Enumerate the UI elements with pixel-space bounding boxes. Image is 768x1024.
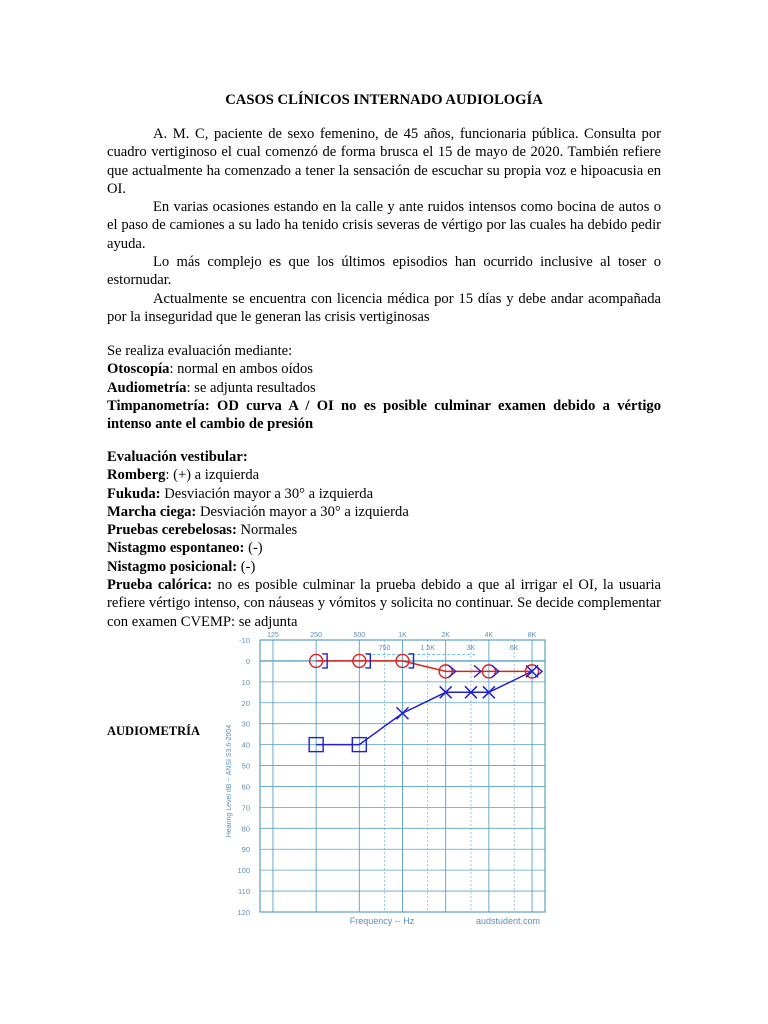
x-tick-label: 2K (441, 632, 450, 639)
nistagmo-posicional-line: Nistagmo posicional: (-) (107, 558, 256, 575)
x-mid-tick-label: 1.5K (420, 645, 435, 652)
oi-air-point (465, 686, 477, 698)
audiogram-label: AUDIOMETRÍA (107, 724, 201, 738)
x-tick-label: 1K (398, 632, 407, 639)
y-tick-label: 10 (241, 677, 250, 687)
paragraph-3: Lo más complejo es que los últimos episodios han ocurrido inclusive al toser o estornudar. (107, 254, 661, 289)
x-tick-label: 500 (353, 632, 366, 639)
x-tick-label: 8K (527, 632, 537, 639)
od-air-point (526, 665, 539, 678)
audiometria-line: Audiometría: se adjunta resultados (107, 379, 316, 396)
plot-frame (260, 640, 545, 912)
y-tick-label: 60 (241, 782, 250, 792)
y-tick-label: -10 (239, 636, 250, 645)
vestibular-section (107, 448, 661, 631)
timpanometria-line: Timpanometría: OD curva A / OI no es posible culminar examen debido a vértigo intenso ante el cambio de presión (107, 397, 661, 433)
od-masked-bone-point (474, 665, 481, 677)
calorica-line: Prueba calórica: no es posible culminar la prueba debido a que al irrigar el OI, la usuaria refiere vértigo intenso, con náuseas y vómitos y solicita no continuar. Se decide complementar con examen CVEMP: se adjunta (107, 577, 661, 630)
paragraph-4: Actualmente se encuentra con licencia médica por 15 días y debe andar acompañada por la inseguridad que le generan las crisis vertiginosas (107, 290, 661, 325)
od-bone-point (365, 654, 370, 668)
oi-air-line (316, 671, 532, 744)
x-tick-label: 4K (484, 632, 494, 639)
paragraph-2: En varias ocasiones estando en la calle y ante ruidos intensos como bocina de autos o el paso de camiones a su lado ha tenido crisis severas de vértigo por las cuales ha debido pedir ayuda. (107, 199, 661, 252)
y-tick-label: 0 (245, 656, 250, 666)
audiogram-grid (237, 632, 545, 917)
audiogram-marks (309, 654, 542, 752)
x-axis-label: Frequency -- Hz (349, 916, 415, 926)
y-tick-label: 100 (237, 866, 250, 876)
oi-masked-air-point (309, 738, 323, 752)
watermark-text: audstudent.com (475, 916, 541, 926)
x-tick-label: 125 (267, 632, 279, 639)
marcha-line: Marcha ciega: Desviación mayor a 30° a izquierda (107, 503, 409, 520)
fukuda-line: Fukuda: Desviación mayor a 30° a izquierda (107, 485, 374, 502)
paragraph-1: A. M. C, paciente de sexo femenino, de 45 años, funcionaria pública. Consulta por cuadro vertiginoso el cual comenzó de forma brusca el 15 de mayo de 2020. También refiere que actualmente ha comenzado a tener la sensación de escuchar su propia voz e hipoacusia en OI. (107, 126, 661, 197)
evaluation-section (107, 342, 661, 433)
od-air-point (396, 654, 409, 667)
x-mid-tick-label: 3K (466, 645, 476, 652)
oi-masked-air-point (352, 738, 366, 752)
od-air-point (353, 654, 366, 667)
od-masked-bone-point (449, 665, 456, 677)
y-axis-label: Hearing Level dB -- ANSI S3.6-2004 (226, 724, 233, 838)
x-mid-tick-label: 6K (509, 645, 519, 652)
y-tick-label: 70 (241, 803, 250, 813)
evaluation-intro: Se realiza evaluación mediante: (107, 343, 293, 359)
y-tick-label: 80 (241, 824, 250, 834)
y-tick-label: 30 (241, 719, 250, 729)
vestibular-heading: Evaluación vestibular: (107, 449, 248, 465)
y-tick-label: 20 (241, 698, 250, 708)
oi-air-point (526, 665, 538, 677)
oi-air-point (397, 707, 409, 719)
otoscopia-line: Otoscopía: normal en ambos oídos (107, 361, 313, 378)
od-air-point (482, 665, 495, 678)
od-masked-bone-point (535, 665, 542, 677)
y-tick-label: 90 (241, 845, 250, 855)
od-bone-point (322, 654, 327, 668)
x-tick-label: 250 (310, 632, 322, 639)
x-mid-tick-label: 750 (378, 645, 391, 652)
od-air-point (439, 665, 452, 678)
nistagmo-espontaneo-line: Nistagmo espontaneo: (-) (107, 540, 263, 557)
y-tick-label: 120 (237, 908, 250, 917)
oi-air-point (483, 686, 495, 698)
od-masked-bone-point (492, 665, 499, 677)
od-bone-point (409, 654, 414, 668)
y-tick-label: 50 (241, 761, 250, 771)
y-tick-label: 40 (241, 740, 250, 750)
romberg-line: Romberg: (+) a izquierda (107, 467, 260, 484)
oi-air-point (440, 686, 452, 698)
case-narrative (107, 125, 661, 326)
document-title: CASOS CLÍNICOS INTERNADO AUDIOLOGÍA (225, 92, 543, 108)
od-air-line (316, 661, 532, 671)
cerebelosas-line: Pruebas cerebelosas: Normales (107, 522, 298, 539)
y-tick-label: 110 (238, 887, 250, 897)
od-air-point (310, 654, 323, 667)
